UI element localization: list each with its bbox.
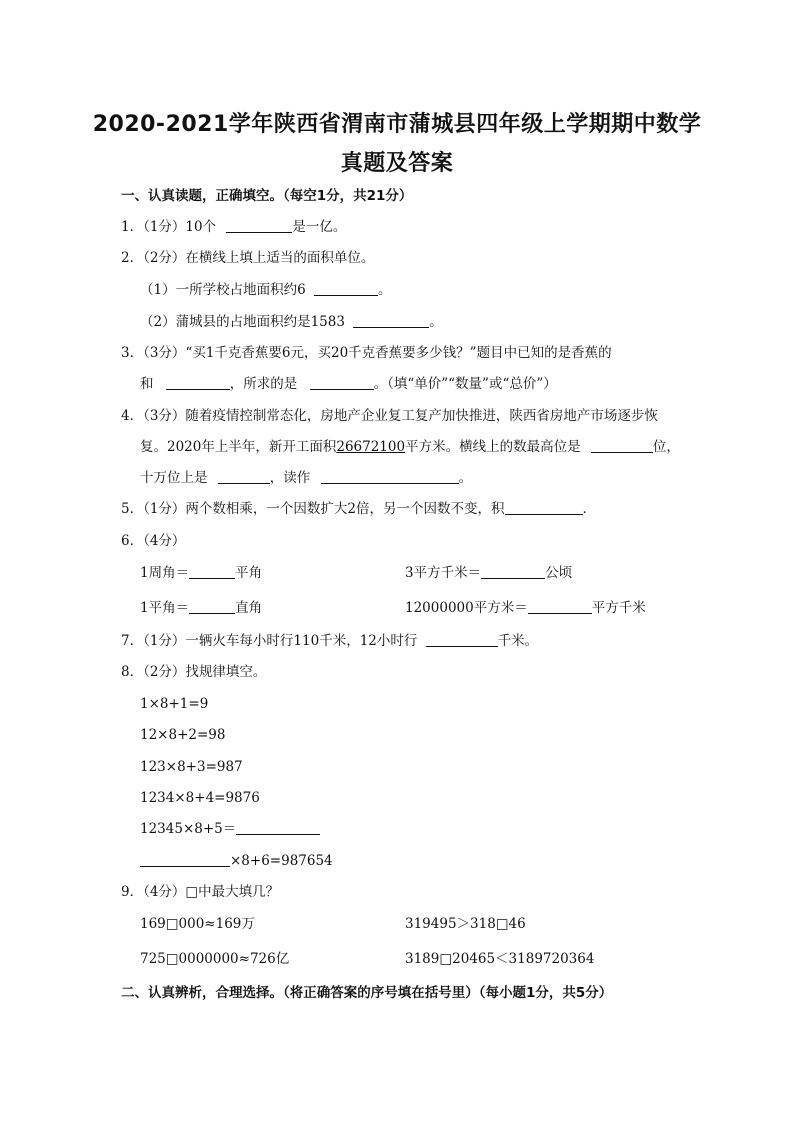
q9-row-1-left: 169□000≈169万	[140, 916, 255, 932]
q6-blank-1[interactable]	[189, 564, 235, 579]
q6-r1-text-c: 3平方千米＝	[405, 565, 482, 581]
q3-text-a: 和	[140, 376, 154, 392]
q4-text-b: 平方米。横线上的数最高位是	[405, 439, 581, 455]
q5-text-b: ．	[582, 501, 597, 517]
q4-text-a: 复。2020年上半年，新开工面积	[140, 439, 337, 455]
q5-text-a: 5．（1分）两个数相乘，一个因数扩大2倍，另一个因数不变，积	[121, 501, 505, 517]
q6-r1-text-b: 平角	[235, 565, 263, 581]
q1-blank[interactable]	[226, 218, 292, 233]
question-9-stem: 9．（4分）□中最大填几？	[121, 884, 280, 900]
q8-row-5	[140, 820, 320, 838]
question-6-row-2-right	[405, 599, 646, 617]
q8-r5-text: 12345×8+5＝	[140, 821, 237, 837]
section-1-heading: 一、认真读题，正确填空。（每空1分，共21分）	[121, 188, 413, 204]
q3-text-c: 。（填“单价”“数量”或“总价”）	[373, 376, 557, 392]
title-line-1: 2020-2021学年陕西省渭南市蒲城县四年级上学期期中数学	[92, 112, 702, 137]
question-3-line-2	[140, 375, 557, 393]
q9-row-2-left: 725□0000000≈726亿	[140, 951, 290, 967]
question-2-sub-2	[140, 313, 443, 331]
q6-blank-4[interactable]	[528, 599, 592, 614]
q6-blank-3[interactable]	[189, 599, 235, 614]
q3-blank-1[interactable]	[166, 375, 230, 390]
q8-row-1: 1×8+1=9	[140, 696, 209, 712]
q7-text-a: 7．（1分）一辆火车每小时行110千米，12小时行	[121, 633, 418, 649]
q5-blank[interactable]	[505, 500, 583, 515]
q8-row-3: 123×8+3=987	[140, 759, 243, 775]
q7-text-b: 千米。	[497, 633, 539, 649]
title-line-2: 真题及答案	[340, 151, 454, 176]
q4-text-f: 。	[458, 470, 473, 486]
q1-text-b: 是一亿。	[292, 219, 347, 235]
q2-s2-text: （2）蒲城县的占地面积约是1583	[140, 314, 345, 330]
question-3-line-1: 3．（3分）“买1千克香蕉要6元，买20千克香蕉要多少钱？”题目中已知的是香蕉的	[121, 345, 612, 361]
q4-blank-3[interactable]	[321, 469, 459, 484]
question-7	[121, 632, 538, 650]
question-4-line-2	[140, 438, 680, 456]
q4-text-e: ，读作	[269, 470, 311, 486]
question-1	[121, 218, 346, 236]
question-2-stem: 2．（2分）在横线上填上适当的面积单位。	[121, 250, 375, 266]
q9-row-2-right: 3189□20465＜3189720364	[405, 951, 595, 967]
q1-text-a: 1．（1分）10个	[121, 219, 217, 235]
q4-blank-1[interactable]	[591, 438, 653, 453]
q6-blank-2[interactable]	[481, 564, 545, 579]
section-2-heading: 二、认真辨析，合理选择。（将正确答案的序号填在括号里）（每小题1分，共5分）	[121, 985, 613, 1001]
q3-blank-2[interactable]	[310, 375, 374, 390]
q4-blank-2[interactable]	[218, 469, 270, 484]
question-6-stem: 6．（4分）	[121, 533, 186, 549]
q8-row-6	[140, 852, 333, 870]
question-2-sub-1	[140, 281, 391, 299]
question-4-line-1: 4．（3分）随着疫情控制常态化，房地产企业复工复产加快推进，陕西省房地产市场逐步恢	[121, 408, 658, 424]
q2-s2-end: 。	[429, 314, 443, 330]
question-6-row-2-left	[140, 599, 262, 617]
q6-r2-text-c: 12000000平方米＝	[405, 600, 528, 616]
q8-r6-text: ×8+6=987654	[230, 853, 333, 869]
q8-row-4: 1234×8+4=9876	[140, 790, 260, 806]
q2-s2-blank[interactable]	[353, 313, 429, 328]
q6-r2-text-b: 直角	[235, 600, 263, 616]
q6-r1-text-a: 1周角＝	[140, 565, 190, 581]
question-5	[121, 500, 596, 518]
q4-text-c: 位，	[652, 439, 680, 455]
question-8-stem: 8．（2分）找规律填空。	[121, 664, 267, 680]
q8-row-2: 12×8+2=98	[140, 727, 226, 743]
q2-s1-blank[interactable]	[314, 281, 378, 296]
q4-underlined-number: 26672100	[336, 439, 406, 455]
q9-row-1-right: 319495＞318□46	[405, 916, 526, 932]
q2-s1-text: （1）一所学校占地面积约6	[140, 282, 306, 298]
question-6-row-1-left	[140, 564, 262, 582]
q4-text-d: 十万位上是	[140, 470, 208, 486]
q8-blank-1[interactable]	[236, 820, 320, 835]
q6-r1-text-d: 公顷	[545, 565, 573, 581]
q7-blank[interactable]	[426, 632, 498, 647]
q2-s1-end: 。	[377, 282, 392, 298]
question-6-row-1-right	[405, 564, 572, 582]
q8-blank-2[interactable]	[140, 852, 230, 867]
question-4-line-3	[140, 469, 472, 487]
q6-r2-text-a: 1平角＝	[140, 600, 190, 616]
q6-r2-text-d: 平方千米	[591, 600, 646, 616]
q3-text-b: ，所求的是	[229, 376, 298, 392]
